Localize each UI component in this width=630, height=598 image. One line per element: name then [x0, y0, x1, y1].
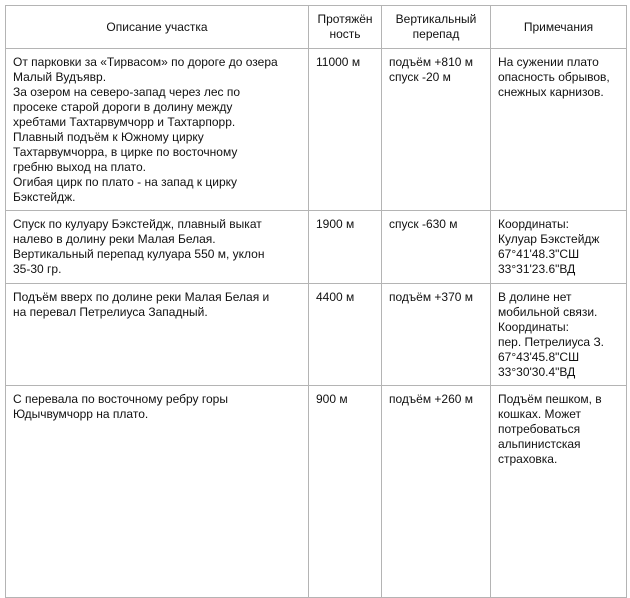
table-row [6, 386, 627, 598]
cell-elevation: подъём +260 м [382, 386, 491, 598]
header-row [6, 6, 627, 49]
cell-notes: Подъём пешком, в кошках. Может потребоваться альпинистская страховка. [491, 386, 627, 598]
header-elevation: Вертикальный перепад [382, 6, 491, 49]
table-row [6, 211, 627, 284]
cell-elevation: подъём +810 м спуск -20 м [382, 49, 491, 211]
cell-description: С перевала по восточному ребру горы Юдычвумчорр на плато. [6, 386, 309, 598]
table-row [6, 49, 627, 211]
header-length: Протяжён ность [309, 6, 382, 49]
table-row [6, 284, 627, 386]
cell-notes: Координаты: Кулуар Бэкстейдж 67°41'48.3"СШ 33°31'23.6"ВД [491, 211, 627, 284]
cell-length: 1900 м [309, 211, 382, 284]
cell-length: 11000 м [309, 49, 382, 211]
cell-elevation: спуск -630 м [382, 211, 491, 284]
cell-description: Подъём вверх по долине реки Малая Белая и на перевал Петрелиуса Западный. [6, 284, 309, 386]
route-table [5, 5, 627, 598]
cell-notes: На сужении плато опасность обрывов, снежных карнизов. [491, 49, 627, 211]
header-description: Описание участка [6, 6, 309, 49]
cell-elevation: подъём +370 м [382, 284, 491, 386]
cell-length: 900 м [309, 386, 382, 598]
cell-description: Спуск по кулуару Бэкстейдж, плавный выкат налево в долину реки Малая Белая. Вертикальный перепад кулуара 550 м, уклон 35-30 гр. [6, 211, 309, 284]
cell-notes: В долине нет мобильной связи. Координаты: пер. Петрелиуса З. 67°43'45.8"СШ 33°30'30.4"ВД [491, 284, 627, 386]
cell-length: 4400 м [309, 284, 382, 386]
header-notes: Примечания [491, 6, 627, 49]
cell-description: От парковки за «Тирвасом» по дороге до озера Малый Вудъявр. За озером на северо-запад через лес по просеке старой дороги в долину между хребтами Тахтарвумчорр и Тахтарпорр. Плавный подъём к Южному цирку Тахтарвумчорра, в цирке по восточному гребню выход на плато. Огибая цирк по плато - на запад к цирку Бэкстейдж. [6, 49, 309, 211]
